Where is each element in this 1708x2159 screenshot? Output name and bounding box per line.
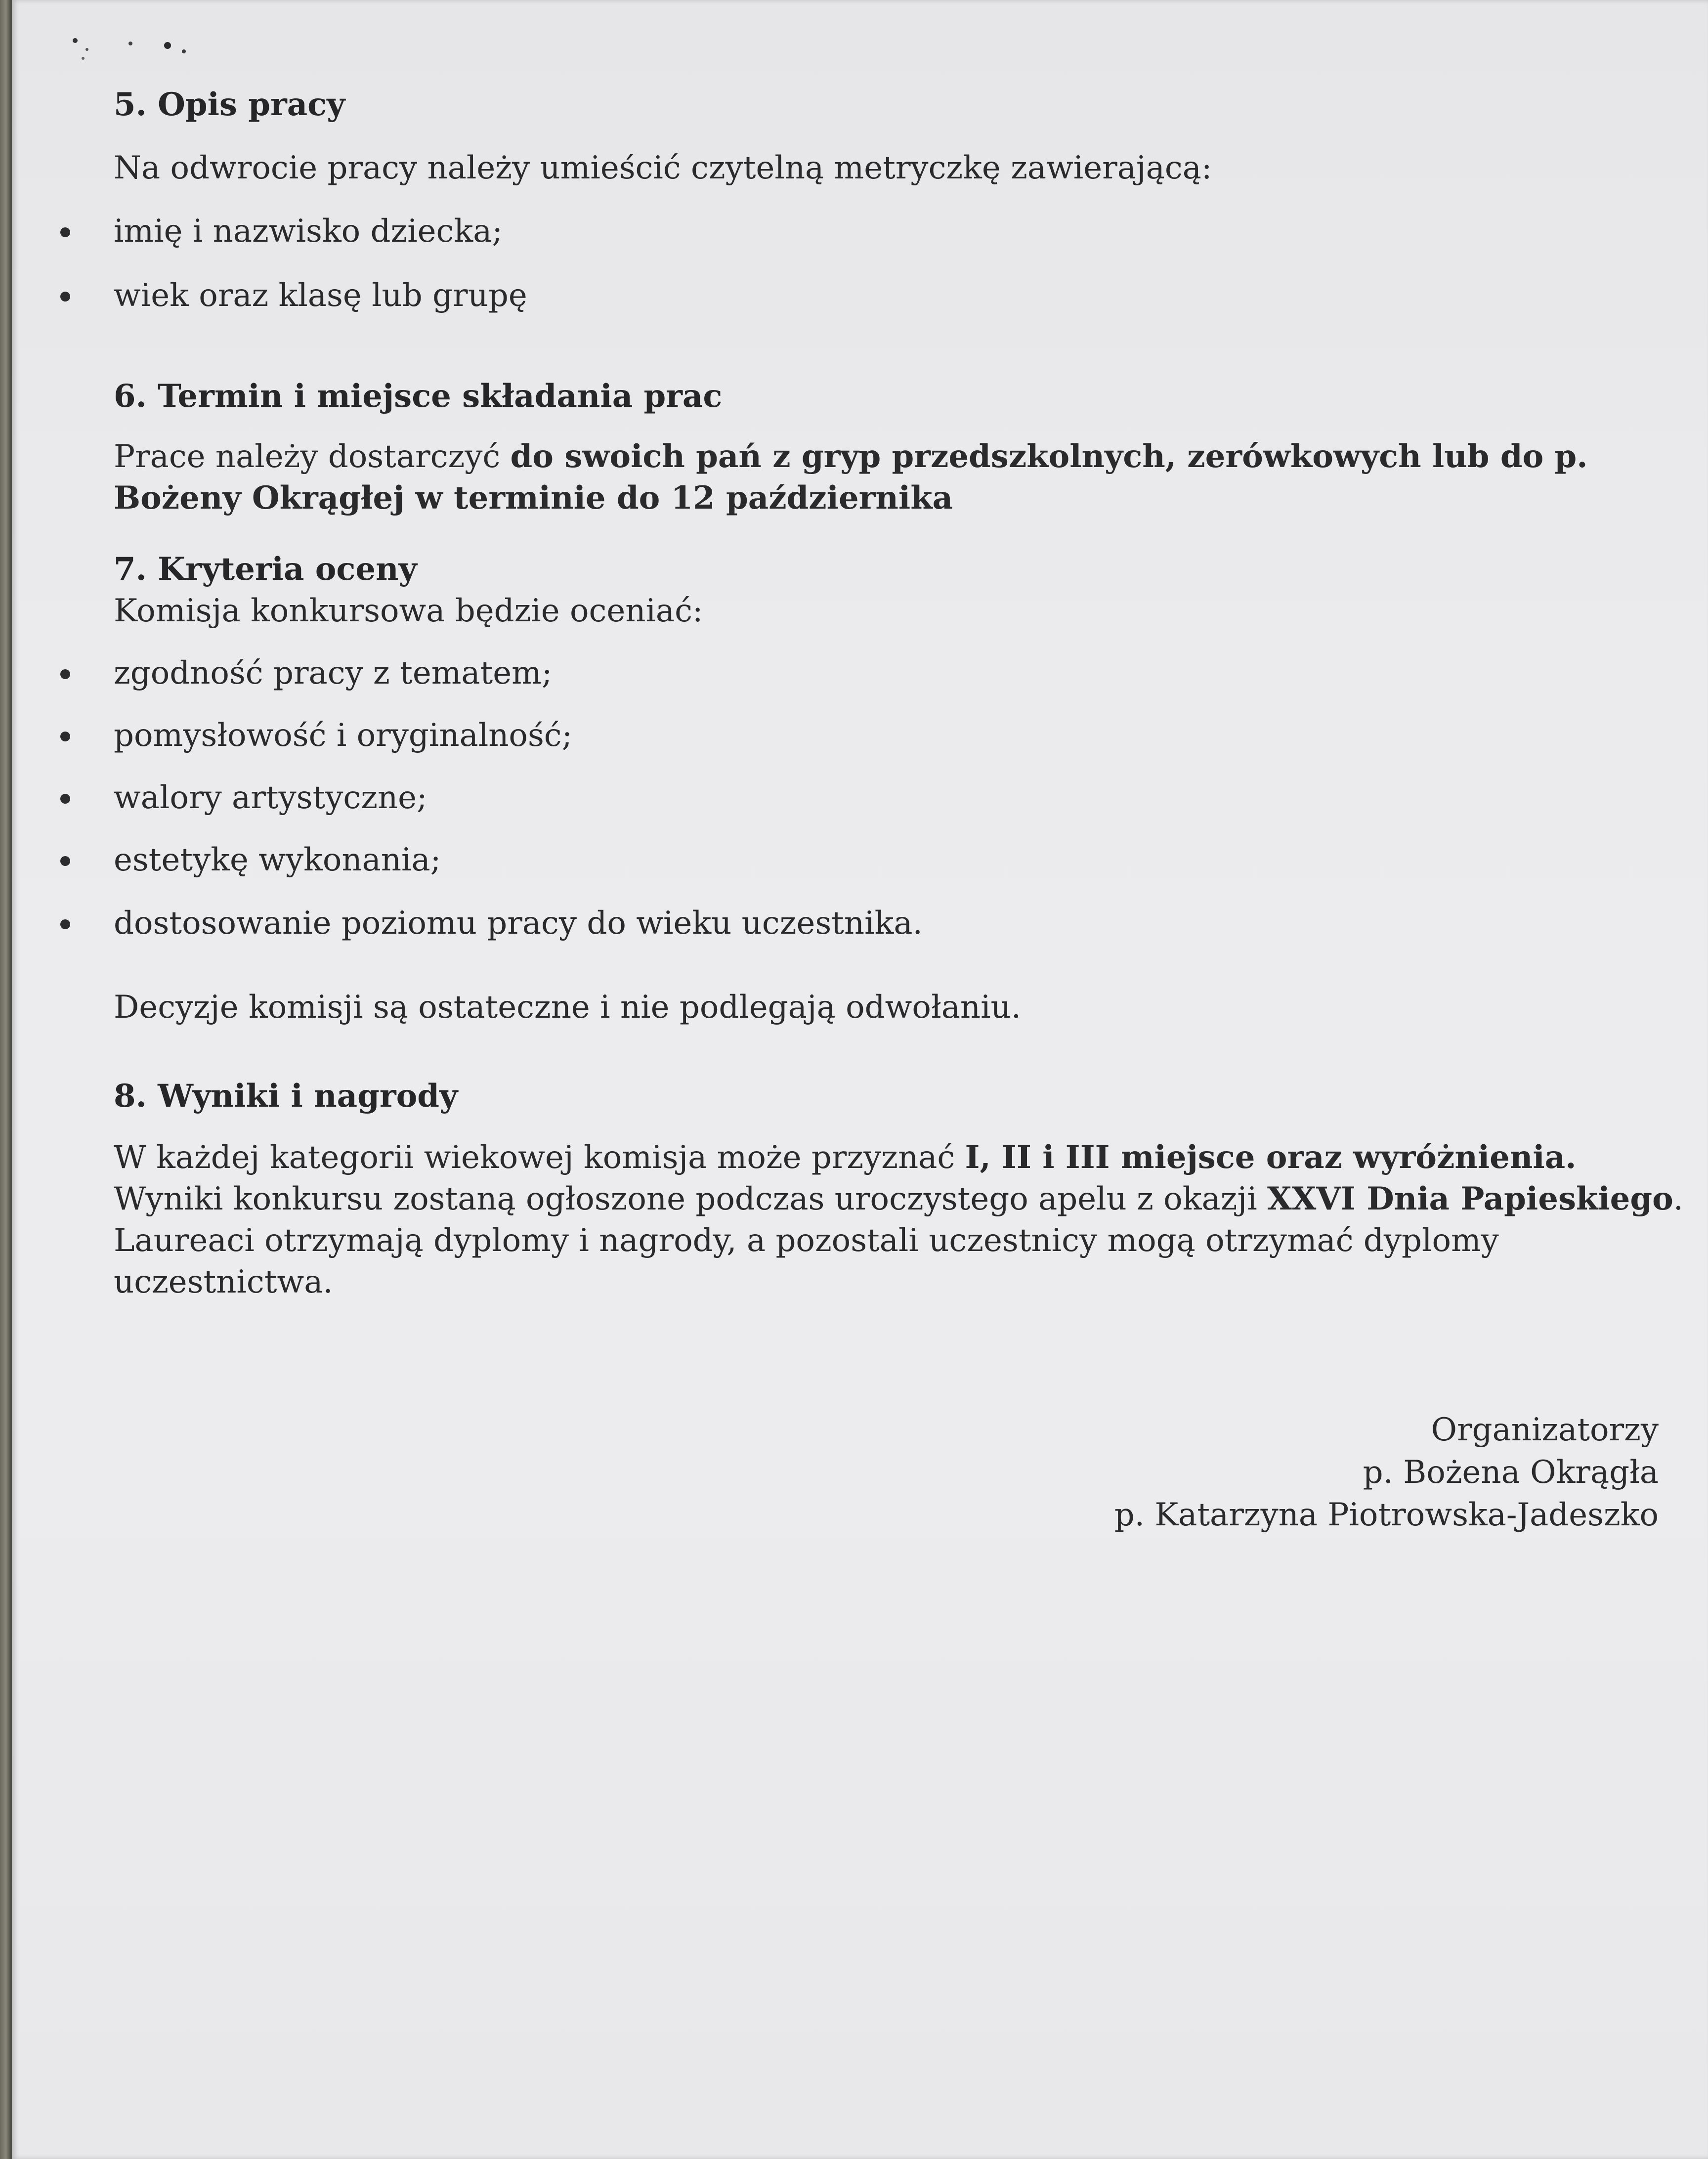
signature-name: p. Bożena Okrągła <box>1363 1454 1659 1491</box>
list-item-text: walory artystyczne; <box>114 779 427 816</box>
signature-title: Organizatorzy <box>1431 1412 1659 1448</box>
section-5-list <box>114 211 1685 316</box>
section-8-body <box>114 1137 1685 1303</box>
signature-block <box>1114 1409 1659 1536</box>
section-8-line-2-end: . <box>1673 1181 1684 1217</box>
section-7-heading: 7. Kryteria oceny <box>114 551 417 588</box>
section-8-line-1-bold: I, II i III miejsce oraz wyróżnienia. <box>965 1139 1577 1176</box>
list-item-text: imię i nazwisko dziecka; <box>114 213 503 250</box>
list-item-text: pomysłowość i oryginalność; <box>114 717 573 754</box>
section-8-line-2-bold: XXVI Dnia Papieskiego <box>1267 1180 1673 1217</box>
list-item <box>114 839 1685 881</box>
section-7 <box>114 549 1685 1028</box>
section-8-line-1-plain: W każdej kategorii wiekowej komisja może przyznać <box>114 1139 965 1176</box>
document-page <box>12 0 1708 2159</box>
section-8 <box>114 1076 1685 1303</box>
section-5-heading: 5. Opis pracy <box>114 86 345 123</box>
section-7-decision: Decyzje komisji są ostateczne i nie podlegają odwołaniu. <box>114 989 1022 1026</box>
section-5 <box>114 84 1685 316</box>
bullet-icon <box>60 227 70 237</box>
list-item <box>114 275 1685 316</box>
list-item <box>114 652 1685 694</box>
section-6 <box>114 376 1685 519</box>
section-8-line-3: Laureaci otrzymają dyplomy i nagrody, a pozostali uczestnicy mogą otrzymać dyplomy uczestnictwa. <box>114 1222 1499 1300</box>
list-item <box>114 715 1685 756</box>
list-item-text: wiek oraz klasę lub grupę <box>114 277 527 314</box>
section-6-text-plain: Prace należy dostarczyć <box>114 438 511 475</box>
bullet-icon <box>60 292 70 302</box>
section-6-text <box>114 436 1665 519</box>
bullet-icon <box>60 669 70 679</box>
section-5-intro: Na odwrocie pracy należy umieścić czytelną metryczkę zawierającą: <box>114 150 1212 186</box>
list-item-text: zgodność pracy z tematem; <box>114 655 553 691</box>
list-item-text: estetykę wykonania; <box>114 842 441 878</box>
section-7-list <box>114 652 1685 944</box>
section-8-heading: 8. Wyniki i nagrody <box>114 1078 458 1115</box>
section-8-line-1 <box>114 1137 1685 1178</box>
list-item <box>114 903 1685 944</box>
section-6-text-bold: do swoich pań z gryp przedszkolnych, zerówkowych lub do p. Bożeny Okrągłej w terminie do 12 października <box>114 438 1588 517</box>
list-item-text: dostosowanie poziomu pracy do wieku uczestnika. <box>114 905 923 942</box>
section-8-line-2-plain: Wyniki konkursu zostaną ogłoszone podczas uroczystego apelu z okazji <box>114 1181 1267 1217</box>
list-item <box>114 211 1685 252</box>
section-6-heading: 6. Termin i miejsce składania prac <box>114 378 723 415</box>
paper-specks <box>61 30 210 74</box>
bullet-icon <box>60 919 70 929</box>
signature-name: p. Katarzyna Piotrowska-Jadeszko <box>1114 1497 1659 1533</box>
section-7-intro: Komisja konkursowa będzie oceniać: <box>114 593 703 629</box>
document-content <box>114 84 1685 1303</box>
list-item <box>114 777 1685 819</box>
bullet-icon <box>60 794 70 804</box>
section-8-line-2 <box>114 1178 1685 1220</box>
bullet-icon <box>60 856 70 866</box>
bullet-icon <box>60 732 70 741</box>
